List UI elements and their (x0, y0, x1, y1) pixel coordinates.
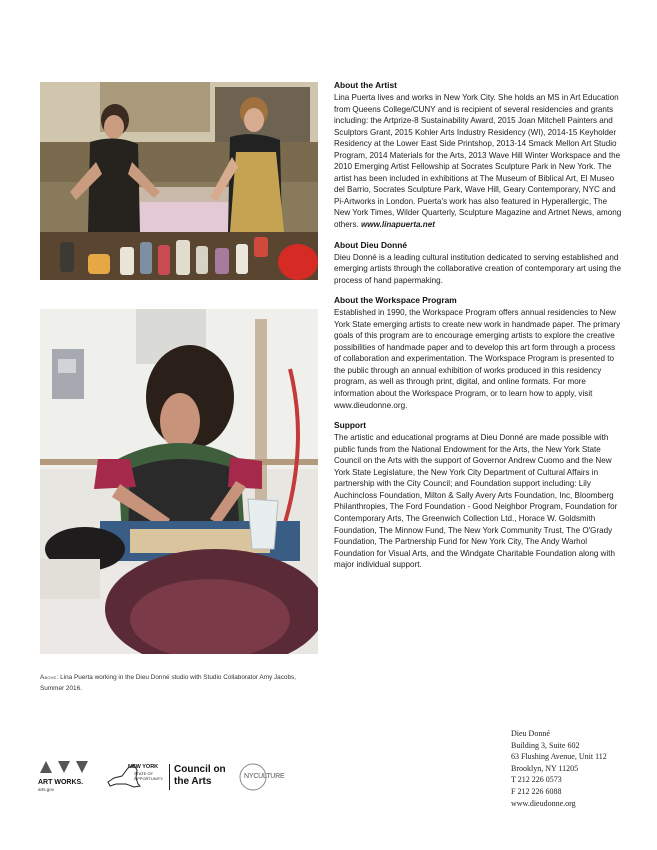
ny-state-logo (104, 762, 170, 792)
ny-state-label-1: NEW YORK (128, 764, 159, 770)
section-body: Established in 1990, the Workspace Program offers annual residencies to New York State emerging artists to create new work in handmade paper. The primary goals of this program are to encourage emerging artists to explore the creative possibilities of handmade paper and to develop this art form through a process of collaboration and experimentation. The Workspace Program is presented to the public through an annual exhibition of works produced in this residency program, as well as through print, digital, and online formats. For more information about the Workspace Program, or to learn how to apply, visit www.dieudonne.org. (334, 308, 621, 410)
council-line-2: the Arts (174, 776, 212, 787)
council-on-the-arts-logo (174, 764, 234, 790)
section-heading: About Dieu Donné (334, 239, 408, 250)
section-workspace-program (334, 295, 624, 411)
section-heading: Support (334, 420, 367, 431)
address-block (511, 728, 651, 809)
council-line-1: Council on (174, 764, 226, 775)
art-works-logo (38, 760, 94, 792)
caption-lead: Above: (40, 674, 59, 681)
art-works-sub: arts.gov (38, 787, 55, 792)
studio-photo-two-artists (40, 82, 318, 280)
section-body: The artistic and educational programs at Dieu Donné are made possible with public funds from the National Endowment for the Arts, the New York State Council on the Arts with the support of Governor Andrew Cuomo and the New York State Legislature, the New York City Department of Cultural Affairs in partnership with the City Council; and Foundation support including: Lily Auchincloss Foundation, Milton & Sally Avery Arts Foundation, Inc, Bloomberg Philanthropies, The Ford Foundation - Good Neighbor Program, Foundation for Contemporary Arts, The Greenwich Collection Ltd., Horace W. Goldsmith Foundation, The Minnow Fund, The New York Community Trust, The O'Grady Foundation, The Partnership Fund for New York City, The Andy Warhol Foundation for Visual Arts, and the Windgate Charitable Foundation along with major individual support. (334, 433, 618, 570)
studio-photo-artist-working (40, 309, 318, 654)
caption-text: Lina Puerta working in the Dieu Donné studio with Studio Collaborator Amy Jacobs, Summer 2016. (40, 674, 297, 692)
photo-caption (40, 672, 320, 694)
nyculture-text: NYCULTURE (244, 773, 285, 780)
text-column (334, 80, 624, 580)
ny-state-label-2: STATE OF (134, 771, 153, 776)
address-line: Dieu Donné (511, 729, 550, 738)
ny-state-label-3: OPPORTUNITY. (134, 776, 164, 781)
art-works-mark-icon (38, 760, 94, 774)
section-heading: About the Workspace Program (334, 295, 457, 306)
section-support (334, 420, 624, 571)
address-line: Brooklyn, NY 11205 (511, 763, 579, 773)
section-about-artist (334, 80, 624, 231)
section-body: Dieu Donné is a leading cultural institution dedicated to serving established and emerging artists through the collaborative creation of contemporary art using the process of hand papermaking. (334, 252, 622, 285)
nyculture-logo (238, 762, 298, 792)
art-works-text: ART WORKS. (38, 779, 84, 786)
phone-line: T 212 226 0573 (511, 775, 562, 785)
address-line: 63 Flushing Avenue, Unit 112 (511, 752, 607, 762)
website-link[interactable]: www.dieudonne.org (511, 798, 576, 808)
divider (169, 764, 170, 790)
section-heading: About the Artist (334, 80, 397, 90)
section-about-dieu-donne (334, 240, 624, 287)
section-body: Lina Puerta lives and works in New York City. She holds an MS in Art Education from Queens College/CUNY and is recipient of several residencies and grants including: the Artprize-8 Sustainability Award, 2015 Joan Mitchell Painters and Sculptors Grant, 2015 Kohler Arts Industry Residency (WI), 2014-15 Keyholder Residency at the Lower East Side Printshop, 2013-14 Smack Mellon Art Studio Program, 2014 Materials for the Arts, 2013 Wave Hill Winter Workspace and the 2010 Emerging Artist Fellowship at Socrates Sculpture Park in New York. The artist has been included in exhibitions at The Museum of Biblical Art, El Museo del Barrio, Socrates Sculpture Park, Wave Hill, Geary Contemporary, NYC and Pi-Artworks in London. Puerta's work has also featured in Hyperallergic, The New York Times, Wilder Quarterly, Sculpture Magazine and Artnet News, among others. www.linapuerta.net (334, 93, 622, 230)
artist-website-link[interactable]: www.linapuerta.net (361, 220, 435, 230)
fax-line: F 212 226 6088 (511, 786, 562, 796)
address-line: Building 3, Suite 602 (511, 740, 580, 750)
